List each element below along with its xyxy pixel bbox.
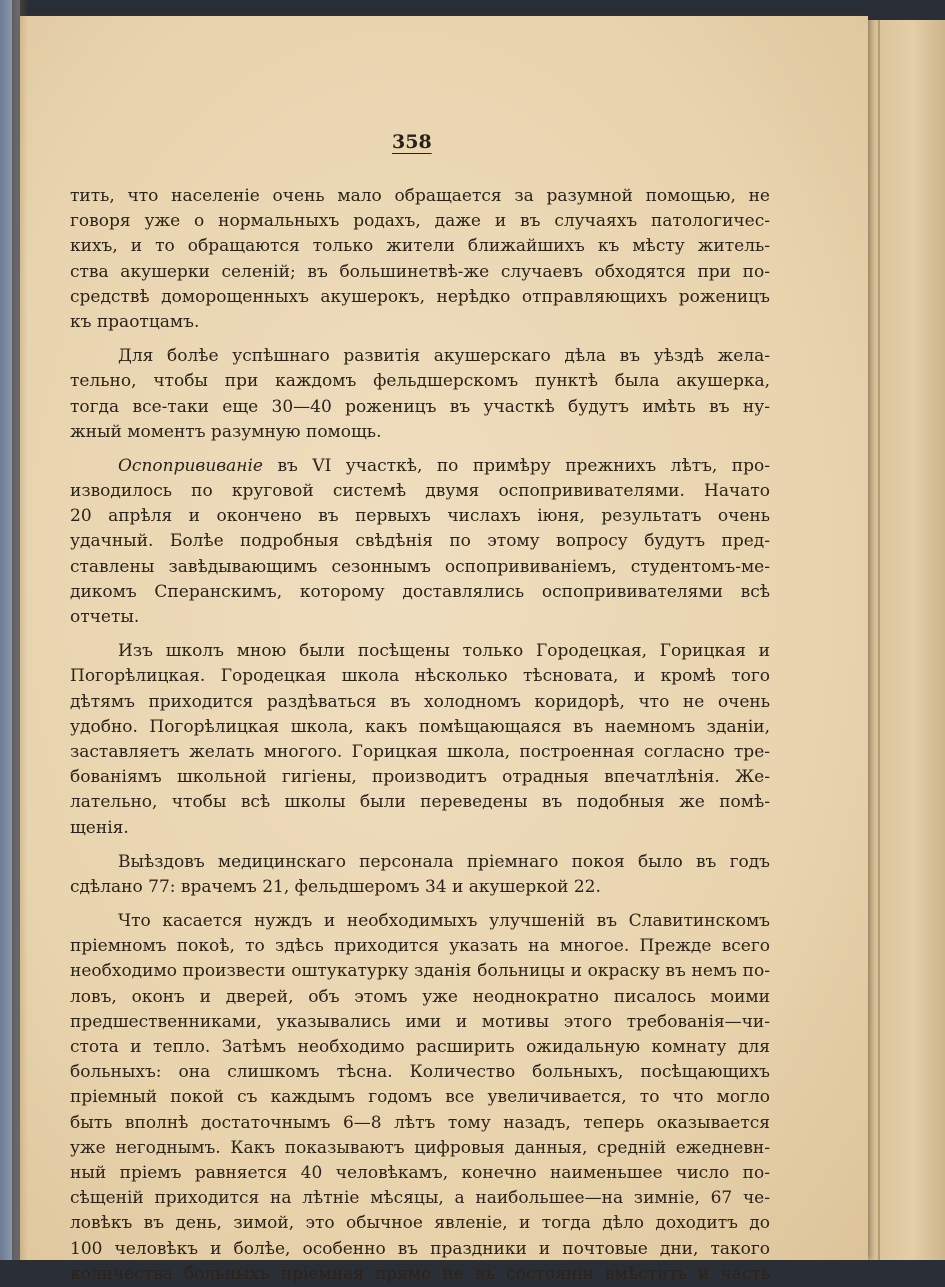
text-line: бованіямъ школьной гигіены, производитъ отрадныя впечатлѣнія. Же- bbox=[70, 767, 770, 788]
text-line: Для болѣе успѣшнаго развитія акушерскаго дѣла въ уѣздѣ жела- bbox=[118, 346, 770, 367]
page-number: 358 bbox=[392, 131, 432, 153]
text-line bbox=[70, 454, 770, 479]
text-line: дикомъ Сперанскимъ, которому доставлялись оспопрививателями всѣ bbox=[70, 581, 770, 602]
paragraph-gap bbox=[70, 630, 770, 639]
paragraph-gap bbox=[70, 841, 770, 850]
paragraph-gap bbox=[70, 900, 770, 909]
text-line: стота и тепло. Затѣмъ необходимо расширить ожидальную комнату для bbox=[70, 1037, 770, 1057]
text-line: пріемный покой съ каждымъ годомъ все увеличивается, то что могло bbox=[70, 1087, 770, 1108]
book-gutter-shadow bbox=[12, 0, 28, 1260]
text-line: ловѣкъ въ день, зимой, это обычное явленіе, и тогда дѣло доходитъ до bbox=[70, 1213, 770, 1234]
text-line: средствѣ доморощенныхъ акушерокъ, нерѣдко отправляющихъ роженицъ bbox=[70, 286, 770, 307]
paragraph-gap bbox=[70, 335, 770, 344]
paragraph-gap bbox=[70, 445, 770, 454]
text-line: 20 апрѣля и окончено въ первыхъ числахъ іюня, результатъ очень bbox=[70, 506, 770, 527]
text-line: сдѣлано 77: врачемъ 21, фельдшеромъ 34 и акушеркой 22. bbox=[70, 876, 601, 897]
text-line: дѣтямъ приходится раздѣваться въ холодномъ коридорѣ, что не очень bbox=[70, 691, 770, 712]
paragraph bbox=[70, 184, 770, 335]
text-run: въ VI участкѣ, по примѣру прежнихъ лѣтъ, про- bbox=[263, 455, 770, 476]
text-line: удачный. Болѣе подробныя свѣдѣнія по этому вопросу будутъ пред- bbox=[70, 531, 770, 552]
paragraph bbox=[70, 639, 770, 841]
text-line: ловъ, оконъ и дверей, объ этомъ уже неоднократно писалось моими bbox=[70, 986, 770, 1007]
book-page bbox=[20, 16, 868, 1284]
text-line: удобно. Погорѣлицкая школа, какъ помѣщающаяся въ наемномъ зданіи, bbox=[70, 716, 770, 737]
paragraph bbox=[70, 909, 770, 1287]
text-line: быть вполнѣ достаточнымъ 6—8 лѣтъ тому назадъ, теперь оказывается bbox=[70, 1112, 770, 1133]
text-line: пріемномъ покоѣ, то здѣсь приходится указать на многое. Прежде всего bbox=[70, 936, 770, 957]
text-line: лательно, чтобы всѣ школы были переведены въ подобныя же помѣ- bbox=[70, 792, 770, 813]
page-body-text bbox=[70, 184, 770, 1287]
paragraph bbox=[70, 850, 770, 900]
text-line: количества больныхъ пріемная прямо не въ состояніи вмѣстить и часть bbox=[70, 1263, 770, 1284]
text-line: говоря уже о нормальныхъ родахъ, даже и въ случаяхъ патологичес- bbox=[70, 211, 770, 232]
text-line: предшественниками, указывались ими и мотивы этого требованія—чи- bbox=[70, 1011, 770, 1032]
text-line: необходимо произвести оштукатурку зданія больницы и окраску въ немъ по- bbox=[70, 961, 770, 982]
italic-heading: Оспопрививаніе bbox=[118, 455, 263, 476]
text-line: къ праотцамъ. bbox=[70, 311, 200, 332]
paragraph bbox=[70, 454, 770, 630]
text-line: больныхъ: она слишкомъ тѣсна. Количество больныхъ, посѣщающихъ bbox=[70, 1062, 770, 1083]
text-line: тельно, чтобы при каждомъ фельдшерскомъ пунктѣ была акушерка, bbox=[70, 371, 770, 392]
paragraph bbox=[70, 344, 770, 445]
text-line: заставляетъ желать многого. Горицкая школа, построенная согласно тре- bbox=[70, 741, 770, 762]
text-line: Погорѣлицкая. Городецкая школа нѣсколько тѣсновата, и кромѣ того bbox=[70, 666, 770, 687]
text-line: щенія. bbox=[70, 817, 129, 838]
text-line: ства акушерки селеній; въ большинетвѣ-же случаевъ обходятся при по- bbox=[70, 261, 770, 282]
text-line: Что касается нуждъ и необходимыхъ улучшеній въ Славитинскомъ bbox=[118, 911, 770, 932]
text-line: отчеты. bbox=[70, 607, 140, 627]
text-line: Выѣздовъ медицинскаго персонала пріемнаго покоя было въ годъ bbox=[118, 851, 770, 872]
text-line: кихъ, и то обращаются только жители ближайшихъ къ мѣсту житель- bbox=[70, 236, 770, 257]
text-line: тить, что населеніе очень мало обращается за разумной помощью, не bbox=[70, 186, 770, 206]
text-line: сѣщеній приходится на лѣтніе мѣсяцы, а наибольшее—на зимніе, 67 че- bbox=[70, 1188, 770, 1209]
text-line: Изъ школъ мною были посѣщены только Городецкая, Горицкая и bbox=[118, 641, 770, 662]
text-line: 100 человѣкъ и болѣе, особенно въ праздники и почтовые дни, такого bbox=[70, 1238, 770, 1259]
text-line: изводилось по круговой системѣ двумя оспопрививателями. Начато bbox=[70, 481, 770, 502]
text-line: жный моментъ разумную помощь. bbox=[70, 421, 382, 442]
text-line: ный пріемъ равняется 40 человѣкамъ, конечно наименьшее число по- bbox=[70, 1162, 770, 1183]
text-line: тогда все-таки еще 30—40 роженицъ въ участкѣ будутъ имѣть въ ну- bbox=[70, 396, 770, 417]
text-line: ставлены завѣдывающимъ сезоннымъ оспопрививаніемъ, студентомъ-ме- bbox=[70, 556, 770, 577]
text-line: уже негоднымъ. Какъ показываютъ цифровыя данныя, средній ежедневн- bbox=[70, 1137, 770, 1158]
